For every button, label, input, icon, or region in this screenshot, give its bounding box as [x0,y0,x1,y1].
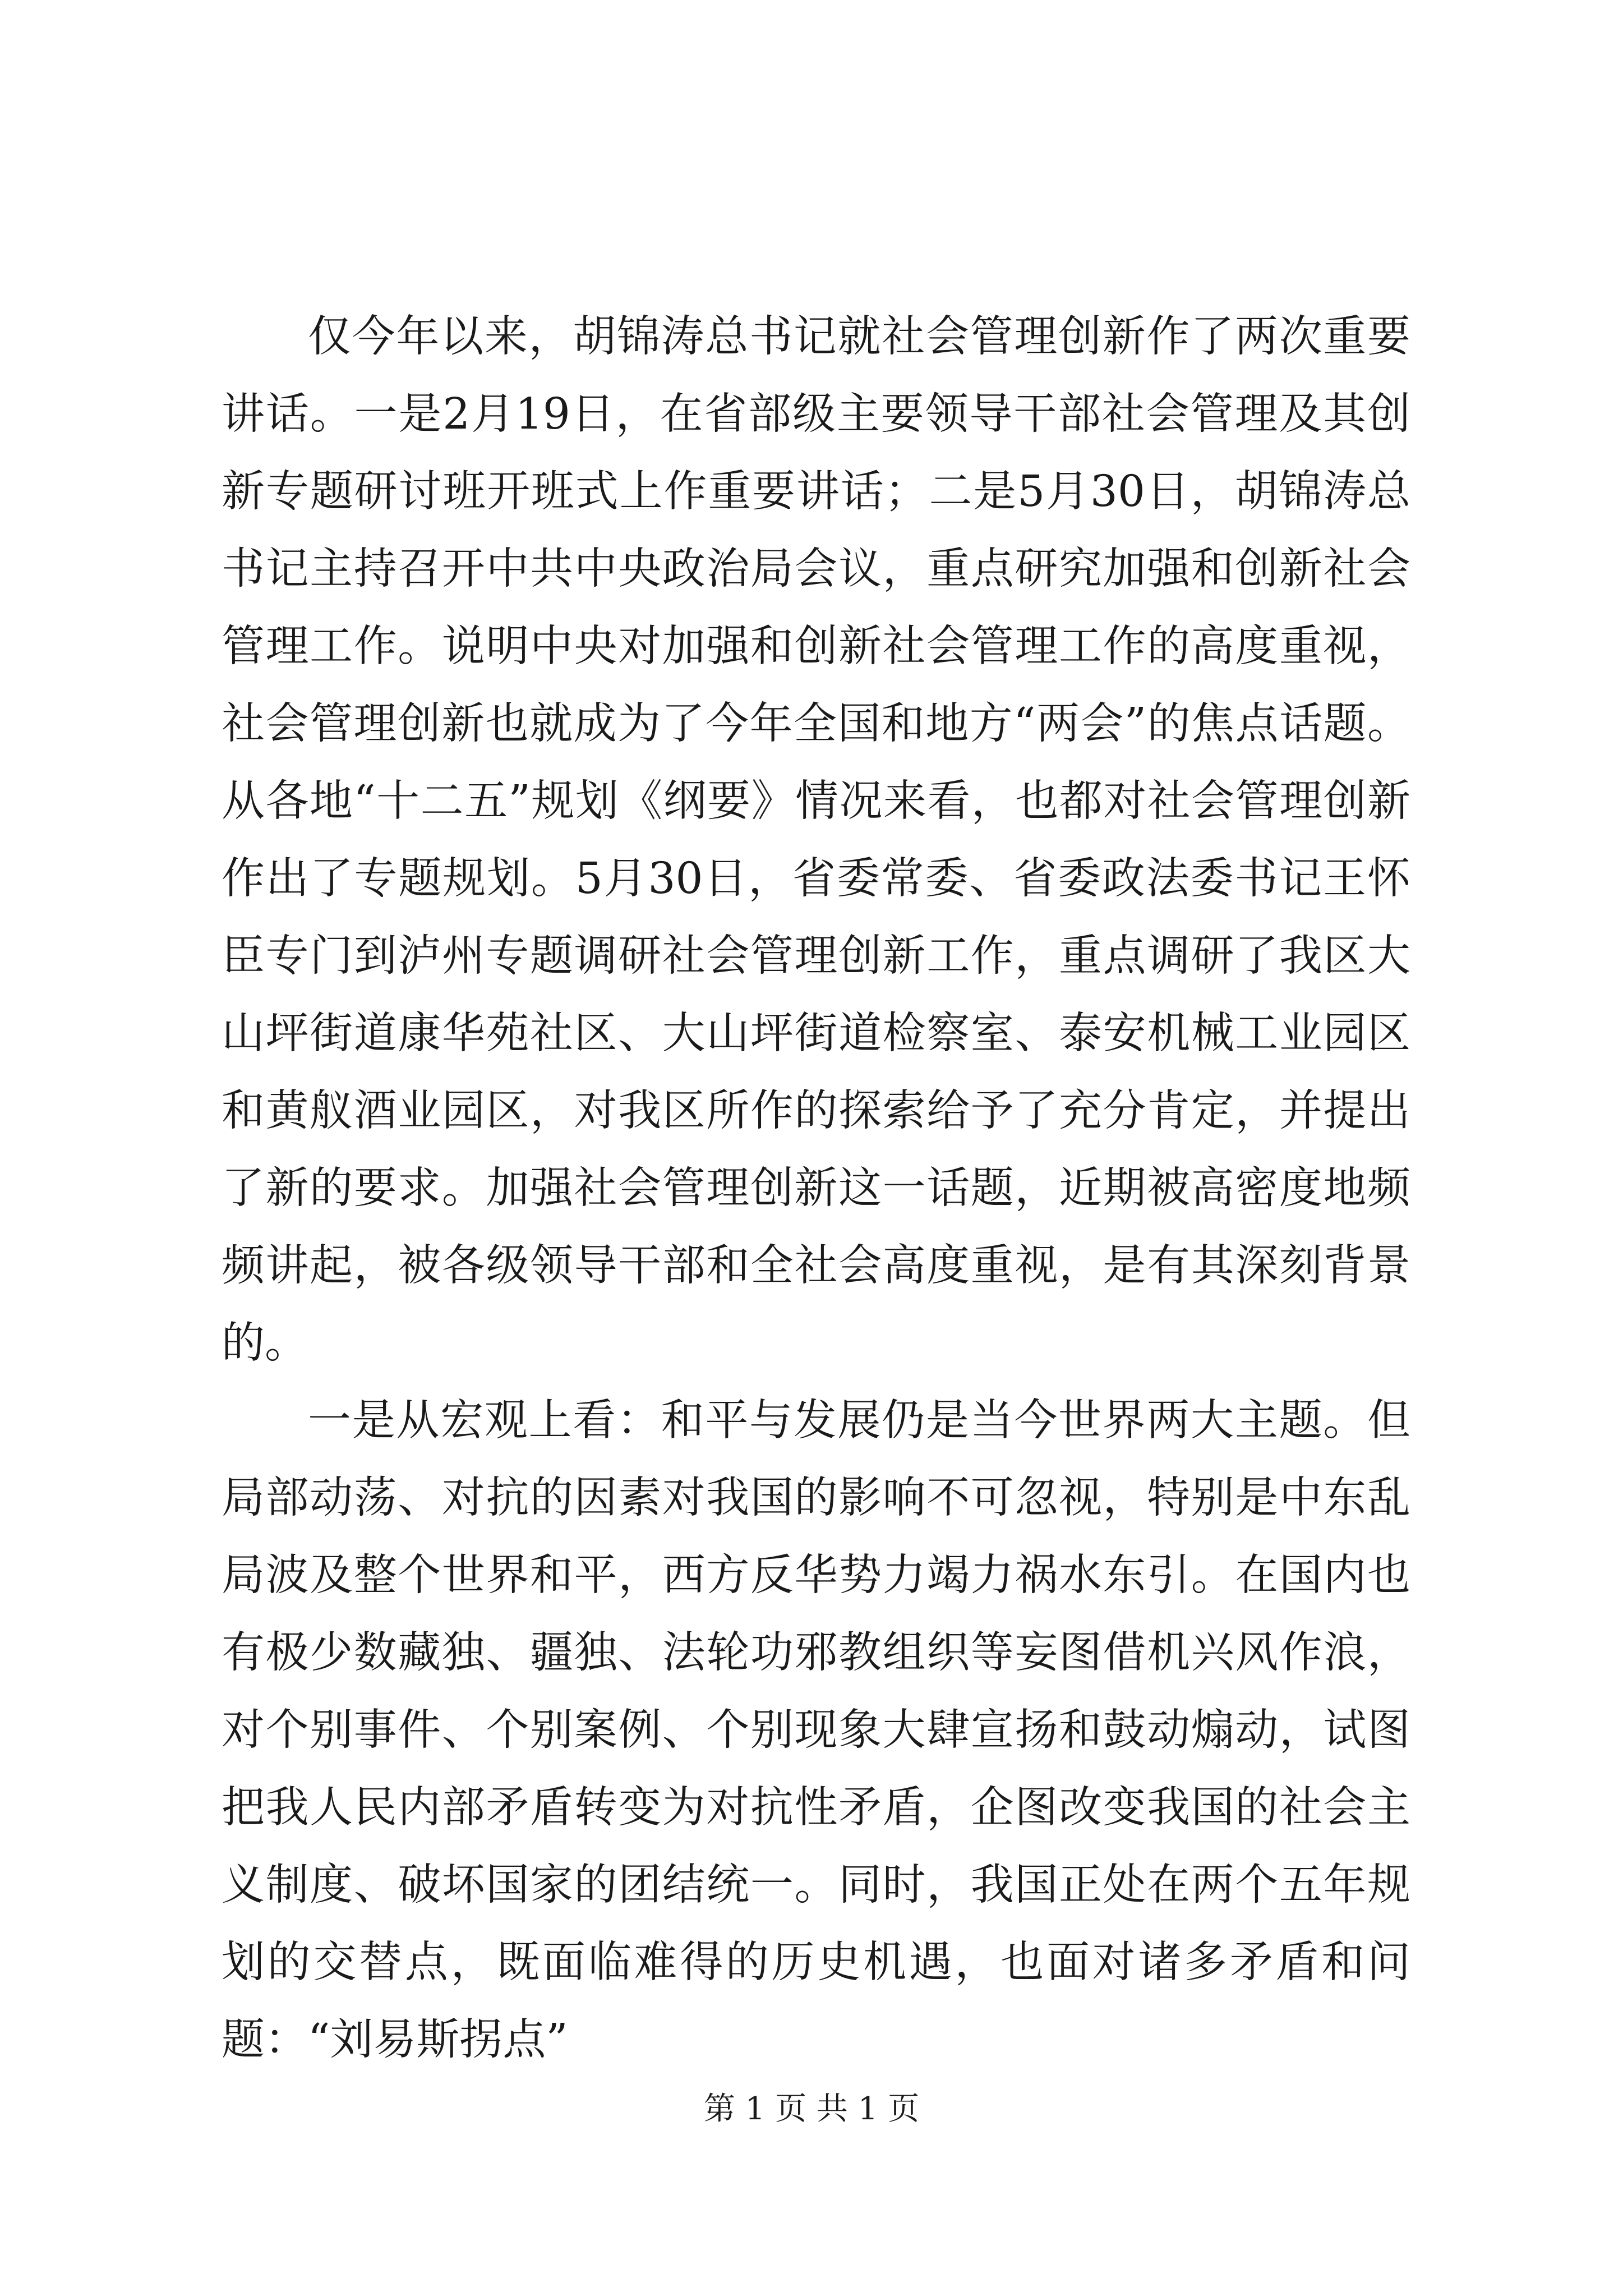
paragraph-1: 仅今年以来，胡锦涛总书记就社会管理创新作了两次重要讲话。一是2月19日，在省部级主要领导干部社会管理及其创新专题研讨班开班式上作重要讲话；二是5月30日，胡锦涛总书记主持召开中共中央政治局会议，重点研究加强和创新社会管理工作。说明中央对加强和创新社会管理工作的高度重视，社会管理创新也就成为了今年全国和地方“两会”的焦点话题。从各地“十二五”规划《纲要》情况来看，也都对社会管理创新作出了专题规划。5月30日，省委常委、省委政法委书记王怀臣专门到泸州专题调研社会管理创新工作，重点调研了我区大山坪街道康华苑社区、大山坪街道检察室、泰安机械工业园区和黄舣酒业园区，对我区所作的探索给予了充分肯定，并提出了新的要求。加强社会管理创新这一话题，近期被高密度地频频讲起，被各级领导干部和全社会高度重视，是有其深刻背景的。 [222,312,1410,1368]
document-body [222,298,1410,2079]
paragraph-2: 一是从宏观上看：和平与发展仍是当今世界两大主题。但局部动荡、对抗的因素对我国的影响不可忽视，特别是中东乱局波及整个世界和平，西方反华势力竭力祸水东引。在国内也有极少数藏独、疆独、法轮功邪教组织等妄图借机兴风作浪，对个别事件、个别案例、个别现象大肆宣扬和鼓动煽动，试图把我人民内部矛盾转变为对抗性矛盾，企图改变我国的社会主义制度、破坏国家的团结统一。同时，我国正处在两个五年规划的交替点，既面临难得的历史机遇，也面对诸多矛盾和问题：“刘易斯拐点” [222,1396,1410,2065]
page-footer: 第 1 页 共 1 页 [703,2091,920,2127]
